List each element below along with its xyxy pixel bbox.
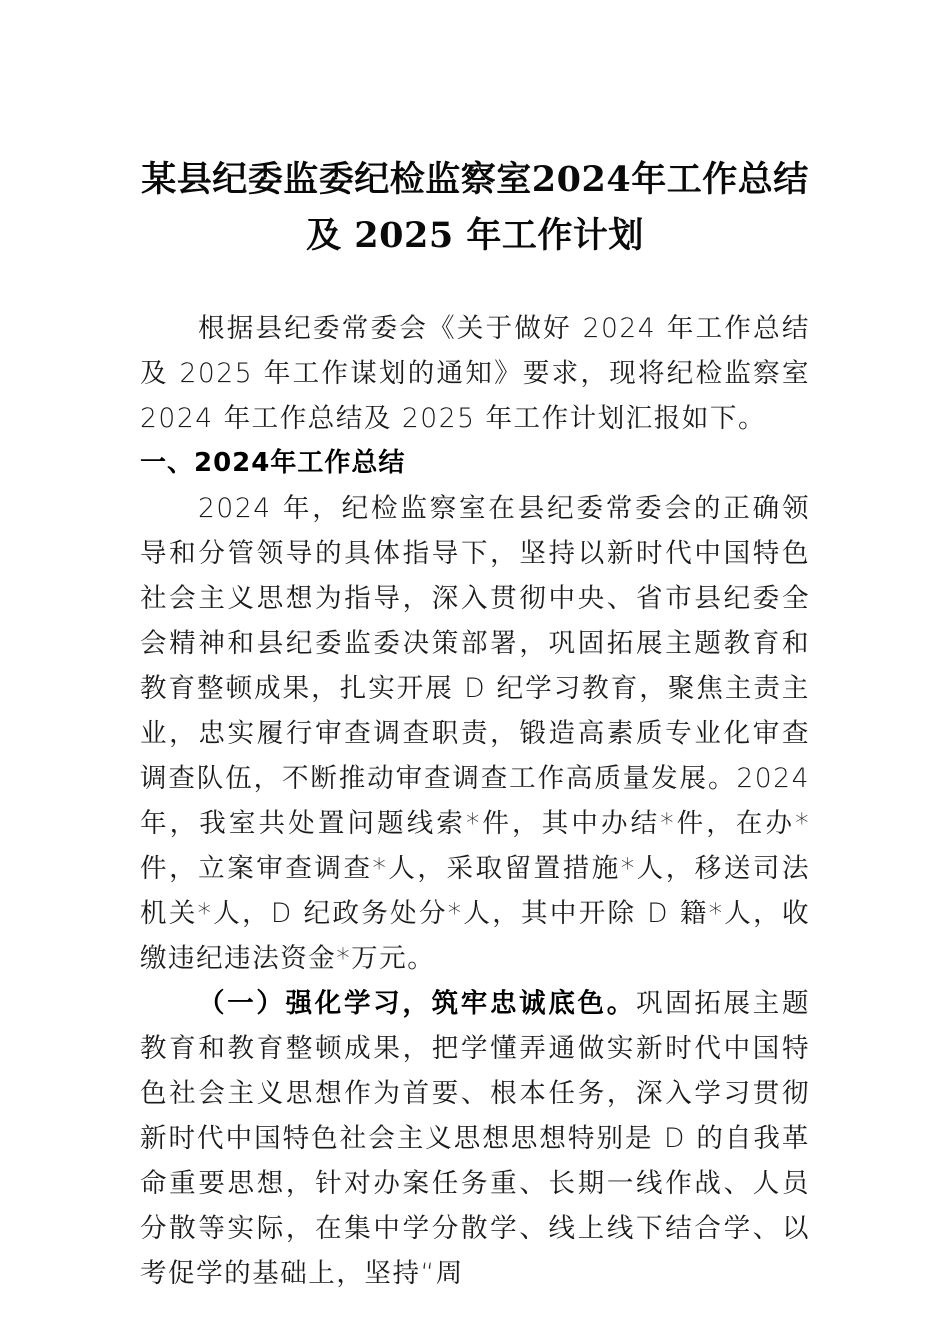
- subsection-lead-1: （一）强化学习，筑牢忠诚底色。: [198, 988, 636, 1019]
- section-heading-1: 一、2024年工作总结: [140, 448, 406, 478]
- page-title-line-2: 及 2025 年工作计划: [306, 215, 644, 256]
- summary-paragraph: 2024 年，纪检监察室在县纪委常委会的正确领导和分管领导的具体指导下，坚持以新时代中国特色社会主义思想为指导，深入贯彻中央、省市县纪委全会精神和县纪委监委决策部署，巩固拓展主题教育和教育整顿成果，扎实开展 D 纪学习教育，聚焦主责主业，忠实履行审查调查职责，锻造高素质专业化审查调查队伍，不断推动审查调查工作高质量发展。2024 年，我室共处置问题线索*件，其中办结*件，在办*件，立案审查调查*人，采取留置措施*人，移送司法机关*人，D 纪政务处分*人，其中开除 D 籍*人，收缴违纪违法资金*万元。: [140, 493, 810, 974]
- subsection-body-1: 巩固拓展主题教育和教育整顿成果，把学懂弄通做实新时代中国特色社会主义思想作为首要、根本任务，深入学习贯彻新时代中国特色社会主义思想思想特别是 D 的自我革命重要思想，针对办案任务重、长期一线作战、人员分散等实际，在集中学分散学、线上线下结合学、以考促学的基础上，坚持“周: [140, 988, 810, 1289]
- page-title: [140, 0, 810, 264]
- document-content: [140, 0, 810, 1296]
- subsection-paragraph-1: [140, 981, 810, 1296]
- page-title-line-1: 某县纪委监委纪检监察室2024年工作总结: [141, 159, 809, 200]
- intro-paragraph: 根据县纪委常委会《关于做好 2024 年工作总结及 2025 年工作谋划的通知》要求，现将纪检监察室 2024 年工作总结及 2025 年工作计划汇报如下。: [140, 313, 810, 434]
